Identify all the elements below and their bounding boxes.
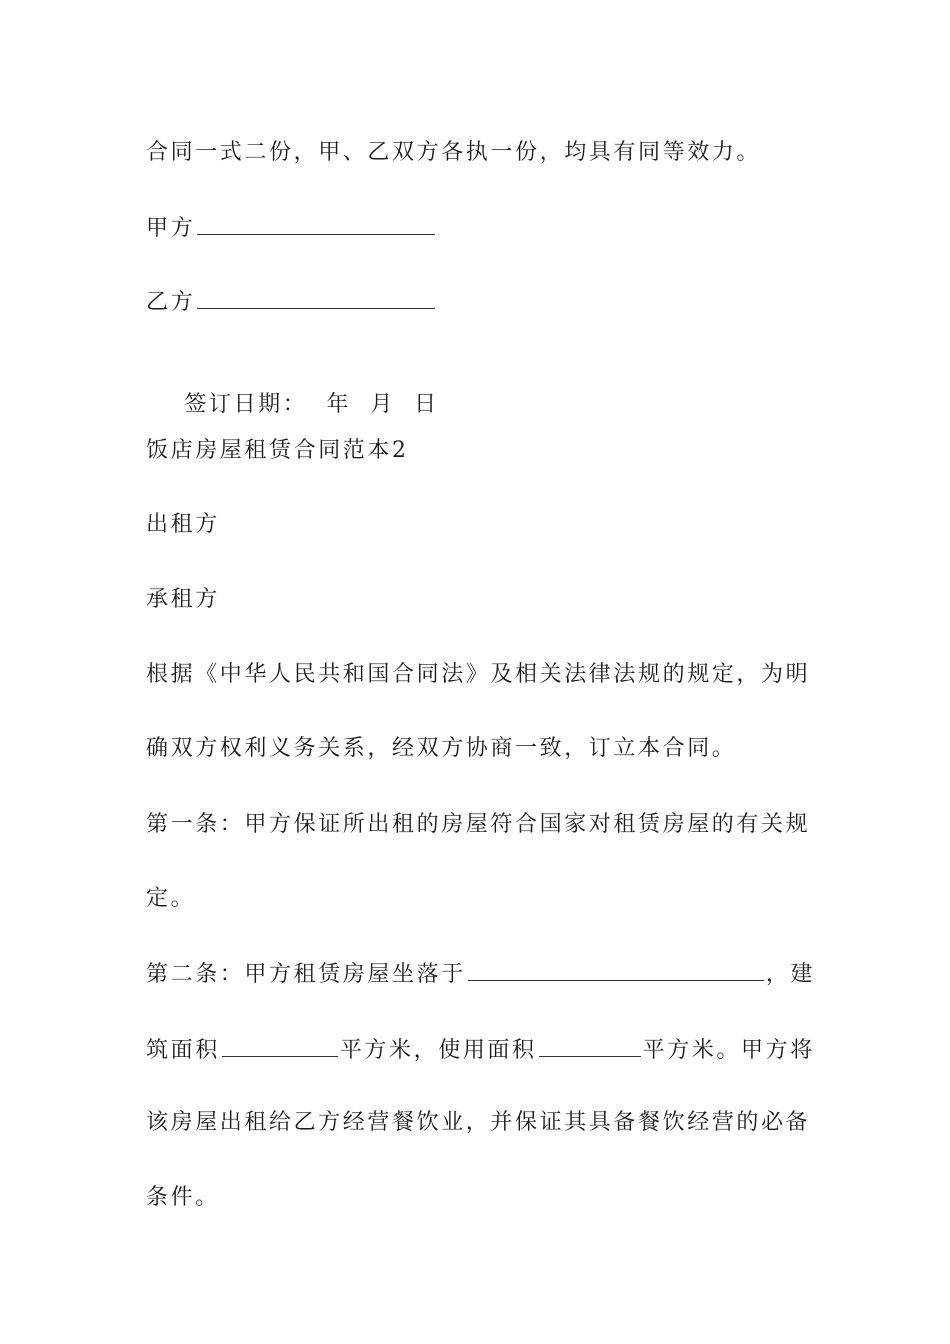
article-1-line-1 — [146, 810, 816, 840]
preamble-line-2 — [146, 734, 816, 764]
preamble-line-1 — [146, 660, 816, 690]
article-2-line-2 — [146, 1034, 816, 1066]
lessee-label: 承租方 — [146, 587, 220, 612]
lessee-line — [146, 585, 816, 615]
lessor-label: 出租方 — [146, 512, 220, 537]
article-2-text-4: 条件。 — [146, 1185, 220, 1210]
preamble-text-2: 确双方权利义务关系，经双方协商一致，订立本合同。 — [146, 736, 737, 761]
party-a-label: 甲方 — [146, 216, 196, 241]
article-2-line-3 — [146, 1108, 816, 1138]
article-2-text-2b: 平方米，使用面积 — [339, 1038, 537, 1063]
article-1-text-1: 第一条：甲方保证所出租的房屋符合国家对租赁房屋的有关规 — [146, 812, 811, 837]
article-1-text-2: 定。 — [146, 886, 196, 911]
party-b-signature-line — [146, 286, 816, 318]
usable-area-blank — [539, 1034, 641, 1057]
paragraph-copies-text: 合同一式二份，甲、乙双方各执一份，均具有同等效力。 — [146, 140, 762, 165]
party-a-signature-line — [146, 212, 816, 244]
party-b-label: 乙方 — [146, 290, 196, 315]
article-2-text-2a: 筑面积 — [146, 1038, 220, 1063]
lessor-line — [146, 510, 816, 540]
party-a-blank — [197, 212, 435, 235]
article-2-text-1a: 第二条：甲方租赁房屋坐落于 — [146, 962, 466, 987]
preamble-text-1: 根据《中华人民共和国合同法》及相关法律法规的规定，为明 — [146, 662, 811, 687]
article-2-text-2c: 平方米。甲方将 — [642, 1038, 815, 1063]
article-2-text-3: 该房屋出租给乙方经营餐饮业，并保证其具备餐饮经营的必备 — [146, 1110, 811, 1135]
party-b-blank — [197, 286, 435, 309]
article-2-line-4 — [146, 1183, 816, 1213]
contract-heading — [146, 436, 816, 466]
contract-heading-text: 饭店房屋租赁合同范本2 — [146, 438, 409, 463]
building-area-blank — [222, 1034, 338, 1057]
sign-date-text: 签订日期： 年 月 日 — [184, 392, 439, 417]
article-2-text-1b: ，建 — [765, 962, 816, 987]
article-2-line-1 — [146, 958, 816, 990]
article-1-line-2 — [146, 884, 816, 914]
location-blank — [468, 958, 764, 981]
paragraph-copies — [146, 138, 816, 168]
